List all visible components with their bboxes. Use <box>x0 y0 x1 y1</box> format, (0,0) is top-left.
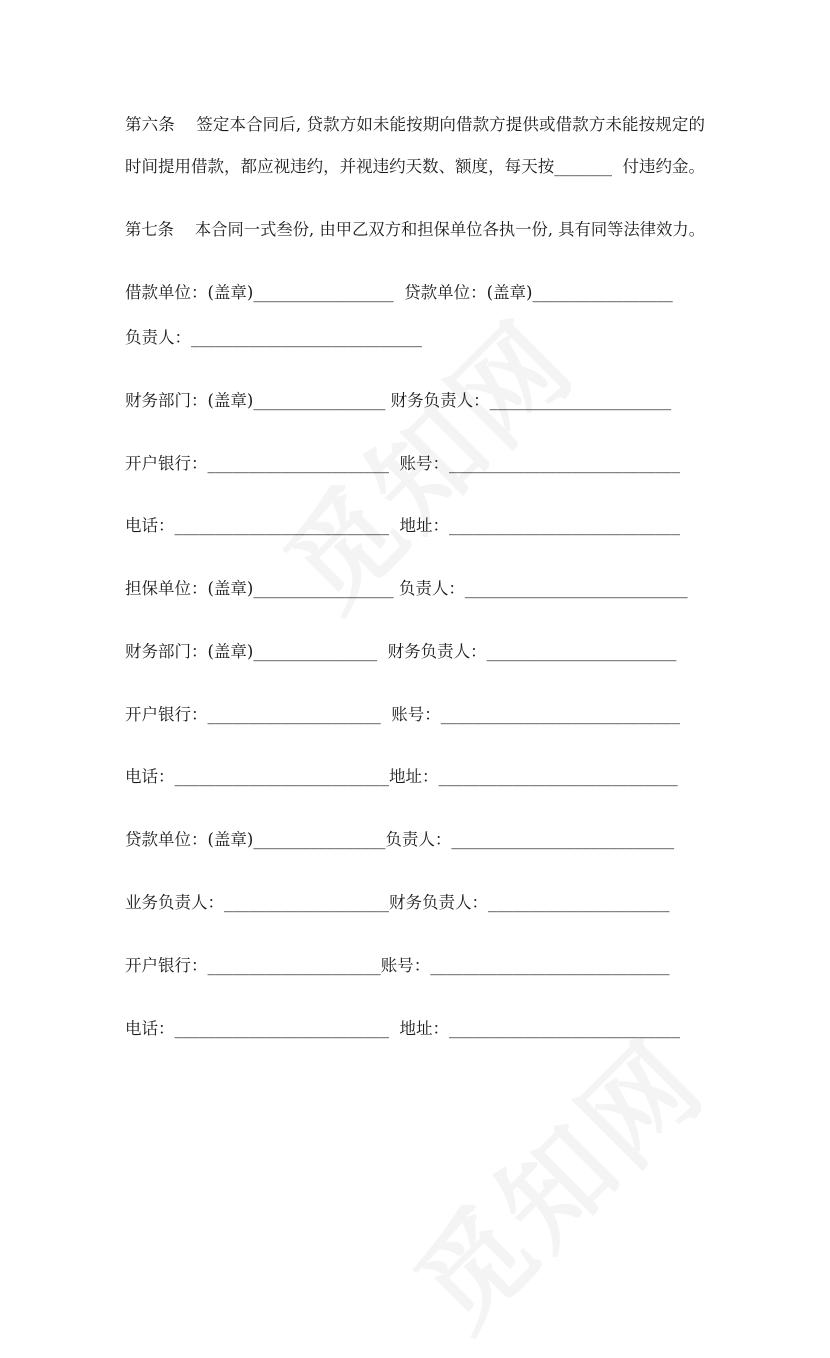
lender-phone-line: 电话：__________________________ 地址：____________________________ <box>125 1019 680 1038</box>
guarantor-bank-line: 开户银行：_____________________ 账号：_____________________________ <box>125 705 680 724</box>
lender-business-line: 业务负责人：____________________财务负责人：______________________ <box>125 893 670 912</box>
borrower-finance-line: 财务部门：(盖章)________________ 财务负责人：______________________ <box>125 391 672 410</box>
lender-unit-line: 贷款单位：(盖章)________________负责人：___________________________ <box>125 830 675 849</box>
article-6-line-2: 时间提用借款，都应视违约，并视违约天数、额度，每天按_______ 付违约金。 <box>125 157 705 176</box>
borrower-unit-line: 借款单位：(盖章)_________________ 贷款单位：(盖章)_________________ <box>125 283 673 302</box>
guarantor-unit-line: 担保单位：(盖章)_________________ 负责人：___________________________ <box>125 579 688 598</box>
borrower-person-line: 负责人：____________________________ <box>125 328 422 347</box>
watermark-bottom <box>375 1000 733 1358</box>
guarantor-finance-line: 财务部门：(盖章)_______________ 财务负责人：_______________________ <box>125 642 677 661</box>
borrower-phone-line: 电话：__________________________ 地址：____________________________ <box>125 516 680 535</box>
article-7: 第七条 本合同一式叁份, 由甲乙双方和担保单位各执一份, 具有同等法律效力。 <box>125 220 705 239</box>
lender-bank-line: 开户银行：_____________________账号：_____________________________ <box>125 956 670 975</box>
borrower-bank-line: 开户银行：______________________ 账号：____________________________ <box>125 454 680 473</box>
article-6-line-1: 第六条 签定本合同后, 贷款方如未能按期向借款方提供或借款方未能按规定的 <box>125 115 705 134</box>
guarantor-phone-line: 电话：__________________________地址：_____________________________ <box>125 767 678 786</box>
